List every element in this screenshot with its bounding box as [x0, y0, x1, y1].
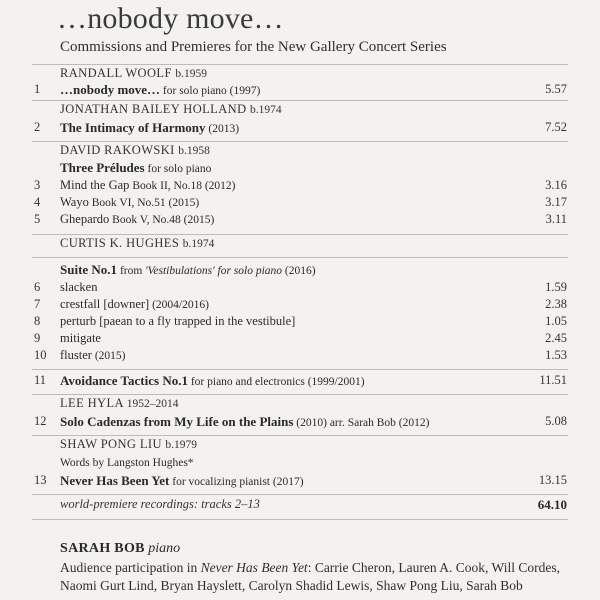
track-duration: 11.51: [539, 373, 567, 387]
total-duration: 64.10: [537, 497, 567, 512]
track-number: 1: [34, 82, 41, 96]
track-duration: 1.05: [545, 314, 567, 328]
track-number: 9: [34, 331, 41, 345]
composer-rakowski: DAVID RAKOWSKI b.1958: [60, 143, 210, 157]
track-duration: 2.45: [545, 331, 567, 345]
audience-credit-line1: Audience participation in Never Has Been Yet: Carrie Cheron, Lauren A. Cook, Will Cordes,: [60, 560, 560, 575]
composer-hughes: CURTIS K. HUGHES b.1974: [60, 236, 215, 250]
track-number: 5: [34, 212, 41, 226]
track-duration: 3.16: [545, 178, 567, 192]
track-duration: 5.08: [545, 414, 567, 428]
track-title: Never Has Been Yet for vocalizing pianist (2017): [60, 473, 304, 488]
track-title: Mind the Gap Book II, No.18 (2012): [60, 178, 236, 192]
composer-hyla: LEE HYLA 1952–2014: [60, 396, 179, 410]
work-title: Three Préludes for solo piano: [60, 160, 212, 175]
composer-holland: JONATHAN BAILEY HOLLAND b.1974: [60, 102, 282, 116]
track-duration: 5.57: [545, 82, 567, 96]
track-duration: 1.59: [545, 280, 567, 294]
divider: [32, 234, 568, 235]
audience-credit-line2: Naomi Gurt Lind, Bryan Hayslett, Carolyn Shadid Lewis, Shaw Pong Liu, Sarah Bob: [60, 578, 523, 593]
divider: [32, 100, 568, 101]
composer-liu: SHAW PONG LIU b.1979: [60, 437, 198, 451]
track-duration: 7.52: [545, 120, 567, 134]
track-number: 13: [34, 473, 47, 487]
divider: [32, 494, 568, 495]
track-number: 12: [34, 414, 47, 428]
divider: [32, 519, 568, 520]
divider: [32, 141, 568, 142]
track-number: 11: [34, 373, 47, 387]
track-duration: 3.11: [545, 212, 567, 226]
album-subtitle: Commissions and Premieres for the New Gallery Concert Series: [60, 39, 447, 55]
track-title: fluster (2015): [60, 348, 126, 362]
divider: [32, 394, 568, 395]
album-title: …nobody move…: [57, 2, 284, 35]
divider: [32, 435, 568, 436]
track-duration: 2.38: [545, 297, 567, 311]
track-duration: 3.17: [545, 195, 567, 209]
track-title: perturb [paean to a fly trapped in the vestibule]: [60, 314, 296, 328]
track-duration: 13.15: [538, 473, 567, 487]
track-title: mitigate: [60, 331, 101, 345]
track-title: Avoidance Tactics No.1 for piano and electronics (1999/2001): [60, 373, 365, 388]
track-number: 7: [34, 297, 41, 311]
divider: [32, 64, 568, 65]
track-title: crestfall [downer] (2004/2016): [60, 297, 209, 311]
track-number: 10: [34, 348, 47, 362]
track-number: 2: [34, 120, 41, 134]
work-title: Suite No.1 from 'Vestibulations' for solo piano (2016): [60, 262, 316, 277]
track-number: 3: [34, 178, 41, 192]
performer-credit: SARAH BOB piano: [60, 541, 181, 556]
lyricist-credit: Words by Langston Hughes*: [60, 457, 194, 469]
divider: [32, 369, 568, 370]
track-title: The Intimacy of Harmony (2013): [60, 120, 240, 135]
track-title: …nobody move… for solo piano (1997): [60, 82, 261, 97]
track-title: Wayo Book VI, No.51 (2015): [60, 195, 200, 209]
premiere-note: world-premiere recordings: tracks 2–13: [60, 497, 260, 511]
track-title: Solo Cadenzas from My Life on the Plains (2010) arr. Sarah Bob (2012): [60, 414, 430, 429]
track-number: 4: [34, 195, 41, 209]
track-duration: 1.53: [545, 348, 567, 362]
track-number: 8: [34, 314, 41, 328]
divider: [32, 257, 568, 258]
track-title: slacken: [60, 280, 98, 294]
track-number: 6: [34, 280, 41, 294]
composer-woolf: RANDALL WOOLF b.1959: [60, 66, 207, 80]
track-title: Ghepardo Book V, No.48 (2015): [60, 212, 215, 226]
